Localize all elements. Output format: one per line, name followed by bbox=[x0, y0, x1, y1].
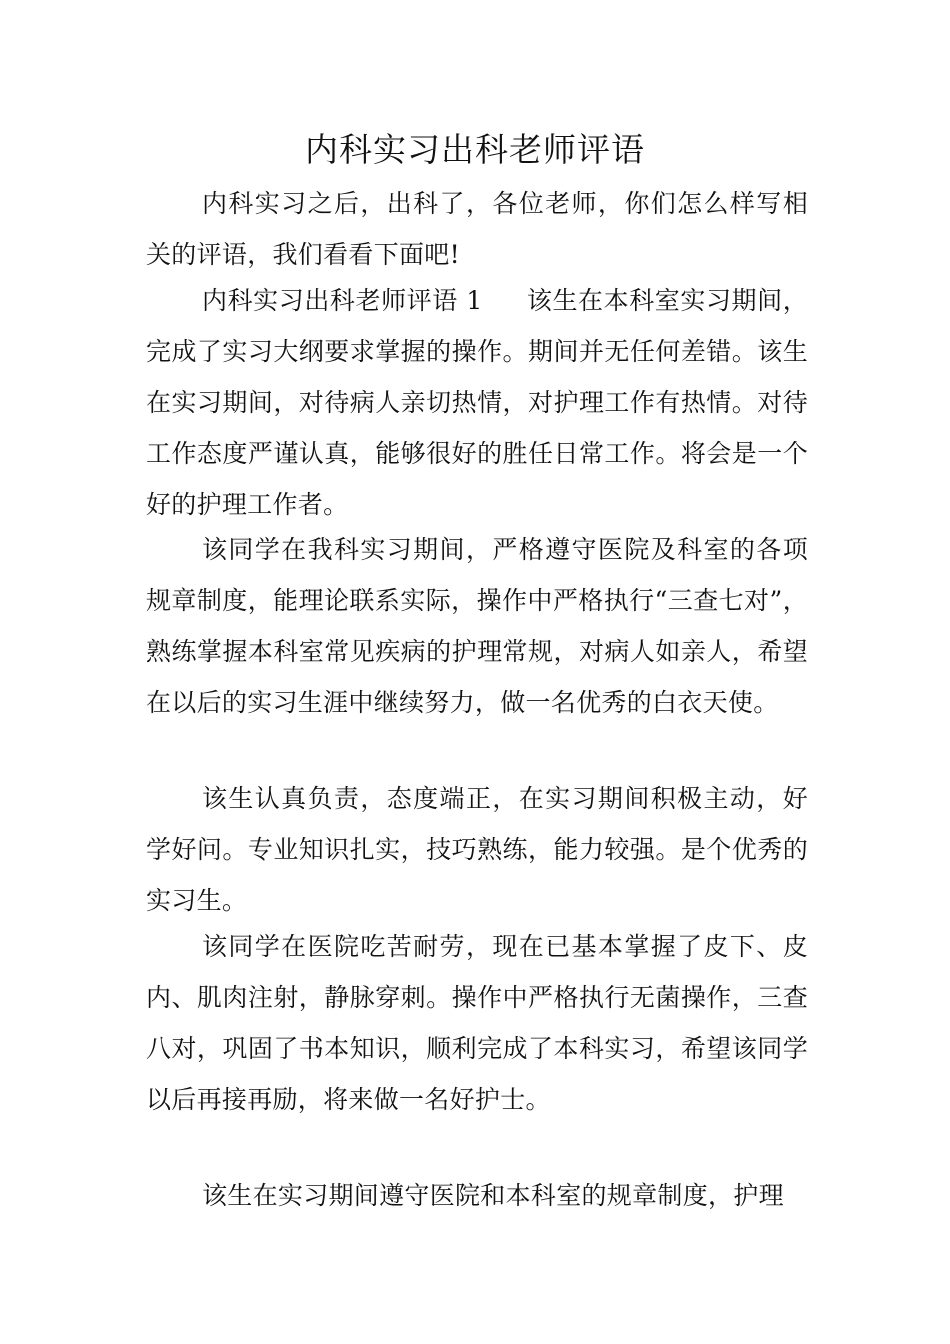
intro-paragraph bbox=[146, 178, 808, 280]
comment-paragraph-4 bbox=[146, 921, 808, 1125]
comment-text-2: 该同学在我科实习期间，严格遵守医院及科室的各项规章制度，能理论联系实际，操作中严格执行“三查七对”，熟练掌握本科室常见疾病的护理常规，对病人如亲人，希望在以后的实习生涯中继续努力，做一名优秀的白衣天使。 bbox=[146, 535, 808, 717]
comment-paragraph-5 bbox=[146, 1170, 808, 1221]
comment-paragraph-1 bbox=[146, 275, 808, 530]
intro-text: 内科实习之后，出科了，各位老师，你们怎么样写相关的评语，我们看看下面吧! bbox=[146, 189, 808, 269]
document-title: 内科实习出科老师评语 bbox=[305, 130, 645, 169]
comment-paragraph-3 bbox=[146, 773, 808, 926]
comment-text-3: 该生认真负责，态度端正，在实习期间积极主动，好学好问。专业知识扎实，技巧熟练，能力较强。是个优秀的实习生。 bbox=[146, 784, 808, 915]
comment-text-1: 该生在本科室实习期间，完成了实习大纲要求掌握的操作。期间并无任何差错。该生在实习期间，对待病人亲切热情，对护理工作有热情。对待工作态度严谨认真，能够很好的胜任日常工作。将会是一个好的护理工作者。 bbox=[146, 286, 808, 519]
comment-text-4: 该同学在医院吃苦耐劳，现在已基本掌握了皮下、皮内、肌肉注射，静脉穿刺。操作中严格执行无菌操作，三查八对，巩固了书本知识，顺利完成了本科实习，希望该同学以后再接再励，将来做一名好护士。 bbox=[146, 932, 808, 1114]
comment-text-5: 该生在实习期间遵守医院和本科室的规章制度，护理 bbox=[202, 1181, 784, 1210]
section-heading: 内科实习出科老师评语 1 bbox=[202, 286, 483, 315]
comment-paragraph-2 bbox=[146, 524, 808, 728]
